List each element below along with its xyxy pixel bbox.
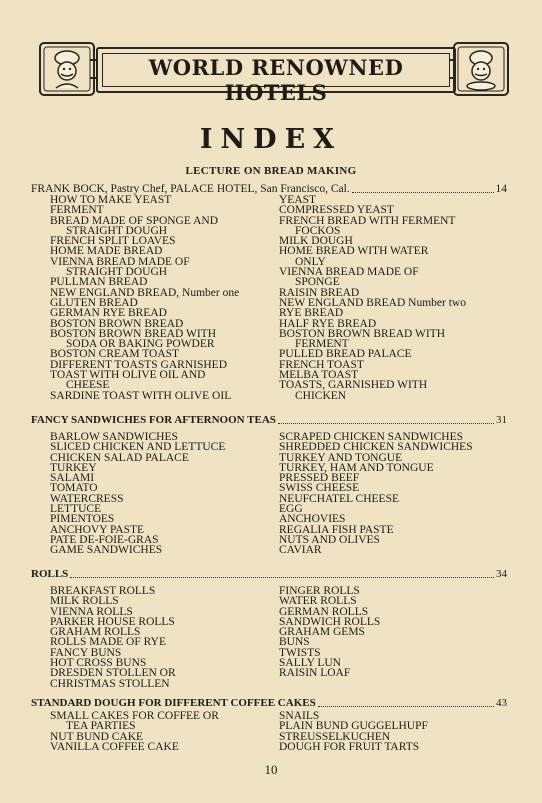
index-entry[interactable]: PULLMAN BREAD: [50, 276, 148, 289]
index-entry[interactable]: DOUGH FOR FRUIT TARTS: [279, 740, 420, 753]
index-entry[interactable]: BUNS: [279, 636, 310, 649]
index-entry[interactable]: FRENCH TOAST: [279, 358, 364, 371]
index-entry[interactable]: BOSTON BROWN BREAD WITH: [279, 327, 446, 340]
index-entry[interactable]: CAVIAR: [279, 544, 322, 557]
section-label: STANDARD DOUGH FOR DIFFERENT COFFEE CAKES: [31, 697, 316, 709]
index-entry[interactable]: LETTUCE: [50, 503, 102, 516]
index-entry[interactable]: HOT CROSS BUNS: [50, 657, 147, 670]
index-entry[interactable]: FRENCH BREAD WITH FERMENT: [279, 214, 456, 227]
index-entry[interactable]: BOSTON BROWN BREAD: [50, 317, 184, 330]
index-entry[interactable]: PULLED BREAD PALACE: [279, 348, 412, 361]
index-entry[interactable]: PRESSED BEEF: [279, 472, 360, 485]
index-entry[interactable]: ANCHOVY PASTE: [50, 523, 145, 536]
index-entry[interactable]: NUTS AND OLIVES: [279, 533, 380, 546]
index-entry[interactable]: STRAIGHT DOUGH: [66, 224, 168, 237]
index-entry[interactable]: ROLLS MADE OF RYE: [50, 636, 166, 649]
index-entry[interactable]: SALLY LUN: [279, 657, 341, 670]
index-entry[interactable]: COMPRESSED YEAST: [279, 204, 394, 217]
index-entry[interactable]: ANCHOVIES: [279, 513, 346, 526]
index-entry[interactable]: VANILLA COFFEE CAKE: [50, 740, 179, 753]
index-entry[interactable]: FRENCH SPLIT LOAVES: [50, 235, 176, 248]
index-entry[interactable]: SALAMI: [50, 472, 95, 485]
index-entry[interactable]: BARLOW SANDWICHES: [50, 431, 178, 443]
index-entry[interactable]: CHEESE: [66, 379, 110, 392]
index-entry[interactable]: CHICKEN: [295, 389, 347, 402]
index-entry[interactable]: WATER ROLLS: [279, 595, 357, 608]
index-entry[interactable]: FINGER ROLLS: [279, 585, 360, 597]
index-entry[interactable]: DRESDEN STOLLEN OR: [50, 667, 176, 680]
index-entry[interactable]: GLUTEN BREAD: [50, 296, 138, 309]
index-entry[interactable]: PARKER HOUSE ROLLS: [50, 615, 175, 628]
index-entry[interactable]: SODA OR BAKING POWDER: [66, 338, 215, 351]
index-entry[interactable]: SMALL CAKES FOR COFFEE OR: [50, 710, 219, 722]
index-entry[interactable]: HOME MADE BREAD: [50, 245, 163, 258]
chef-portrait-right-icon: [450, 40, 510, 98]
index-entry[interactable]: TURKEY, HAM AND TONGUE: [279, 461, 434, 474]
index-entry[interactable]: SARDINE TOAST WITH OLIVE OIL: [50, 389, 232, 402]
section-bread-right-column: [279, 195, 466, 401]
index-entry[interactable]: YEAST: [279, 194, 317, 206]
index-entry[interactable]: TURKEY: [50, 461, 97, 474]
index-entry[interactable]: PATE DE-FOIE-GRAS: [50, 533, 159, 546]
index-entry[interactable]: SWISS CHEESE: [279, 482, 360, 495]
leader-dots: [278, 414, 494, 424]
index-entry[interactable]: RYE BREAD: [279, 307, 344, 320]
index-entry[interactable]: DIFFERENT TOASTS GARNISHED: [50, 358, 227, 371]
leader-dots: [318, 697, 494, 707]
chef-portrait-left-icon: [38, 40, 98, 98]
index-entry[interactable]: NUT BUND CAKE: [50, 730, 144, 743]
section-rolls-right-column: [279, 586, 380, 679]
section-bread-left-column: [50, 195, 239, 401]
banner-title: WORLD RENOWNED HOTELS: [148, 55, 404, 105]
index-entry[interactable]: SPONGE: [295, 276, 340, 289]
index-entry[interactable]: NEUFCHATEL CHEESE: [279, 492, 400, 505]
index-entry[interactable]: NEW ENGLAND BREAD, Number one: [50, 286, 240, 299]
index-entry[interactable]: PIMENTOES: [50, 513, 115, 526]
index-entry[interactable]: HOME BREAD WITH WATER: [279, 245, 429, 258]
index-entry[interactable]: FANCY BUNS: [50, 646, 122, 659]
index-entry[interactable]: GAME SANDWICHES: [50, 544, 163, 557]
index-entry[interactable]: MILK DOUGH: [279, 235, 353, 248]
index-entry[interactable]: GRAHAM GEMS: [279, 626, 365, 639]
index-entry[interactable]: TURKEY AND TONGUE: [279, 451, 403, 464]
index-entry[interactable]: GERMAN RYE BREAD: [50, 307, 167, 320]
index-entry[interactable]: VIENNA BREAD MADE OF: [50, 255, 190, 268]
index-entry[interactable]: FERMENT: [295, 338, 349, 351]
index-entry[interactable]: VIENNA ROLLS: [50, 605, 133, 618]
section-page-number: 31: [496, 414, 507, 426]
index-entry[interactable]: STREUSSELKUCHEN: [279, 730, 391, 743]
section-coffee-cakes-left-column: [50, 711, 219, 752]
index-entry[interactable]: ONLY: [295, 255, 326, 268]
index-entry[interactable]: EGG: [279, 503, 303, 516]
lecture-subheading: LECTURE ON BREAD MAKING: [185, 165, 357, 177]
index-entry[interactable]: SLICED CHICKEN AND LETTUCE: [50, 441, 226, 454]
index-entry[interactable]: PLAIN BUND GUGGELHUPF: [279, 720, 428, 733]
index-entry[interactable]: TWISTS: [279, 646, 321, 659]
index-entry[interactable]: REGALIA FISH PASTE: [279, 523, 394, 536]
index-entry[interactable]: MELBA TOAST: [279, 369, 359, 382]
index-entry[interactable]: TOAST WITH OLIVE OIL AND: [50, 369, 206, 382]
index-entry[interactable]: RAISIN BREAD: [279, 286, 360, 299]
section-page-number: 34: [496, 568, 507, 580]
index-entry[interactable]: SCRAPED CHICKEN SANDWICHES: [279, 431, 464, 443]
index-entry[interactable]: MILK ROLLS: [50, 595, 119, 608]
section-label: ROLLS: [31, 568, 69, 580]
index-entry[interactable]: CHICKEN SALAD PALACE: [50, 451, 189, 464]
index-entry[interactable]: NEW ENGLAND BREAD Number two: [279, 296, 466, 309]
index-entry[interactable]: TOMATO: [50, 482, 98, 495]
index-entry[interactable]: BREAKFAST ROLLS: [50, 585, 156, 597]
index-entry[interactable]: FERMENT: [50, 204, 104, 217]
leader-dots: [352, 183, 494, 193]
index-entry[interactable]: TEA PARTIES: [66, 720, 136, 733]
index-entry[interactable]: TOASTS, GARNISHED WITH: [279, 379, 428, 392]
section-rolls-left-column: [50, 586, 176, 689]
section-coffee-cakes-right-column: [279, 711, 428, 752]
index-entry[interactable]: STRAIGHT DOUGH: [66, 266, 168, 279]
page-heading: INDEX: [199, 124, 343, 155]
section-label: FRANK BOCK, Pastry Chef, PALACE HOTEL, San Francisco, Cal.: [31, 183, 350, 195]
section-coffee-cakes-heading[interactable]: [31, 697, 507, 709]
index-entry[interactable]: GRAHAM ROLLS: [50, 626, 141, 639]
index-entry[interactable]: HOW TO MAKE YEAST: [50, 194, 172, 206]
section-page-number: 43: [496, 697, 507, 709]
index-entry[interactable]: BOSTON BROWN BREAD WITH: [50, 327, 217, 340]
hotel-banner: [38, 40, 510, 105]
section-sandwiches-right-column: [279, 432, 473, 556]
index-entry[interactable]: RAISIN LOAF: [279, 667, 351, 680]
index-entry[interactable]: FOCKOS: [295, 224, 341, 237]
index-entry[interactable]: WATERCRESS: [50, 492, 124, 505]
section-page-number: 14: [495, 183, 507, 195]
section-label: FANCY SANDWICHES FOR AFTERNOON TEAS: [31, 414, 276, 426]
section-sandwiches-left-column: [50, 432, 225, 556]
page-number: 10: [264, 762, 278, 777]
banner-frame: [96, 47, 456, 105]
index-entry[interactable]: CHRISTMAS STOLLEN: [50, 677, 170, 690]
index-entry[interactable]: SNAILS: [279, 710, 320, 722]
index-entry[interactable]: VIENNA BREAD MADE OF: [279, 266, 419, 279]
index-entry[interactable]: SHREDDED CHICKEN SANDWICHES: [279, 441, 473, 454]
leader-dots: [70, 568, 494, 578]
index-entry[interactable]: BREAD MADE OF SPONGE AND: [50, 214, 219, 227]
index-entry[interactable]: SANDWICH ROLLS: [279, 615, 381, 628]
index-entry[interactable]: BOSTON CREAM TOAST: [50, 348, 180, 361]
index-entry[interactable]: HALF RYE BREAD: [279, 317, 377, 330]
section-sandwiches-heading[interactable]: [31, 414, 507, 426]
section-rolls-heading[interactable]: [31, 568, 507, 580]
index-entry[interactable]: GERMAN ROLLS: [279, 605, 369, 618]
